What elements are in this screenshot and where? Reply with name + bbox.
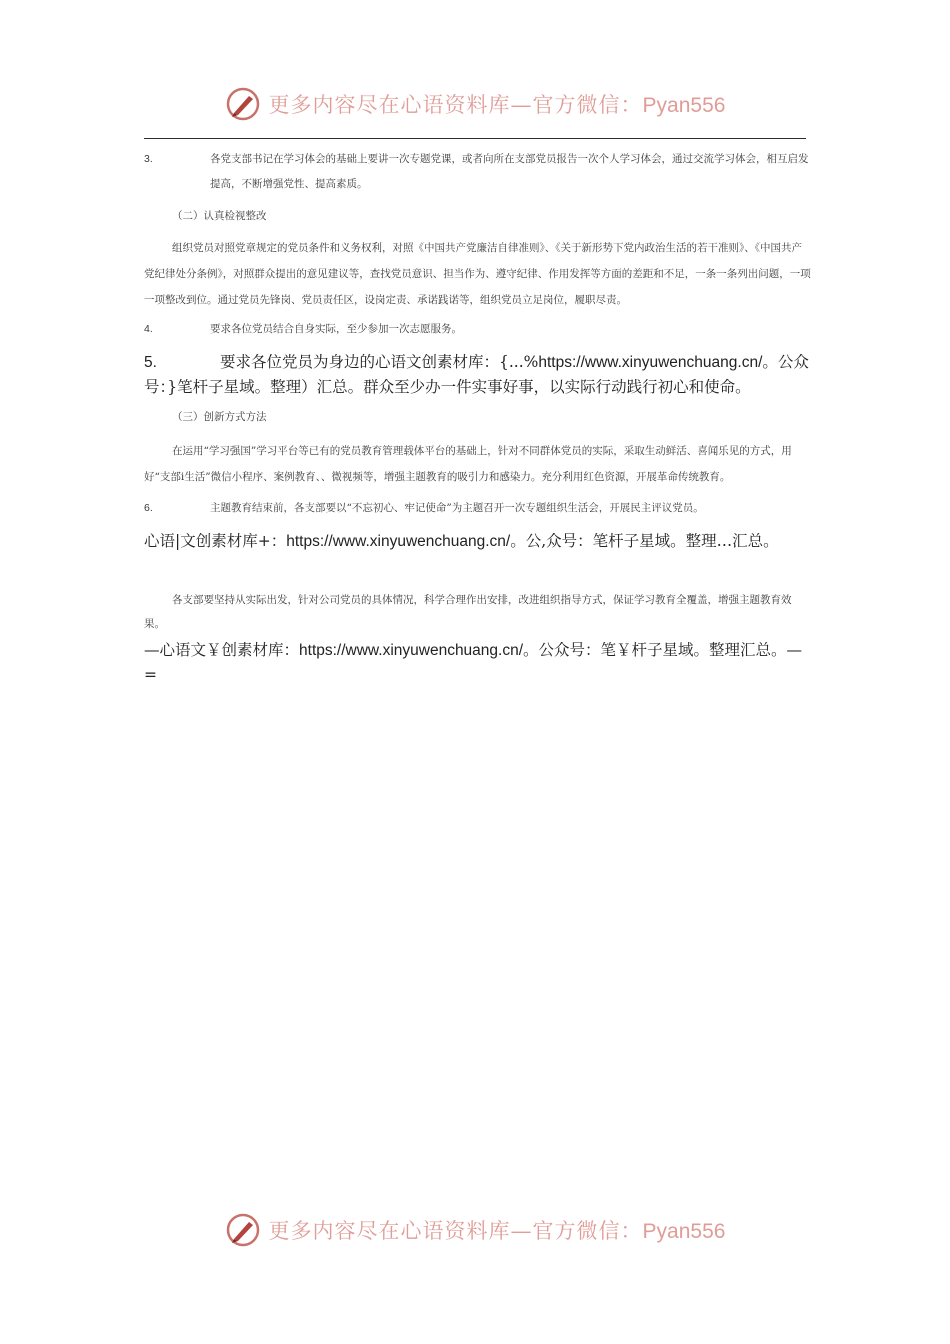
banner-text: 更多内容尽在心语资料库—官方微信：Pyan556 (268, 93, 726, 117)
item-text: 各党支部书记在学习体会的基础上要讲一次专题党课，或者向所在支部党员报告一次个人学习体会，通过交流学习体会，相互启发提高，不断增强党性、提高素质。 (210, 153, 809, 190)
pen-logo-icon (225, 86, 261, 122)
list-item-6 (144, 496, 812, 521)
item-number: 4. (144, 323, 153, 335)
list-item-4 (144, 317, 812, 342)
watermark-link[interactable]: https://www.xinyuwenchuang.cn/ (286, 533, 511, 550)
item-text: 要求各位党员结合自身实际，至少参加一次志愿服务。 (210, 323, 462, 335)
watermark-link[interactable]: https://www.xinyuwenchuang.cn/ (538, 354, 763, 371)
banner-wechat-id: Pyan556 (642, 94, 726, 117)
document-body (144, 147, 812, 688)
watermark-link[interactable]: https://www.xinyuwenchuang.cn/ (299, 642, 524, 659)
banner-text: 更多内容尽在心语资料库—官方微信：Pyan556 (268, 1219, 726, 1243)
item-text: 主题教育结束前，各支部要以“不忘初心、牢记使命”为主题召开一次专题组织生活会，开展民主评议党员。 (210, 502, 704, 514)
header-divider (144, 138, 806, 139)
paragraph-innovation: 在运用“学习强国”学习平台等已有的党员教育管理载体平台的基础上，针对不同群体党员的实际，采取生动鲜活、喜闻乐见的方式，用好“支部i生活”微信小程序、案例教育、、微视频等，增强主题教育的吸引力和感染力。充分利用红色资源，开展革命传统教育。 (144, 445, 792, 483)
section-heading-2: （二）认真检视整改 (172, 210, 267, 222)
item-number: 6. (144, 502, 153, 514)
footer-banner (0, 1208, 950, 1252)
watermark-line-1: 心语|文创素材库+：https://www.xinyuwenchuang.cn/。公,众号：笔杆子星域。整理…汇总。 (144, 532, 779, 550)
list-item-5 (144, 350, 812, 400)
header-banner (0, 82, 950, 126)
banner-wechat-id: Pyan556 (642, 1220, 726, 1243)
paragraph-implementation: 各支部要坚持从实际出发，针对公司党员的具体情况，科学合理作出安排，改进组织指导方式，保证学习教育全覆盖，增强主题教育效果。 (144, 594, 792, 630)
item-number: 5. (144, 354, 157, 371)
pen-logo-icon (225, 1212, 261, 1248)
paragraph-rectification: 组织党员对照党章规定的党员条件和义务权利，对照《中国共产党廉洁自律准则》、《关于新形势下党内政治生活的若干准则》、《中国共产党纪律处分条例》，对照群众提出的意见建议等，查找党员意识、担当作为、遵守纪律、作用发挥等方面的差距和不足，一条一条列出问题，一项一项整改到位。通过党员先锋岗、党员责任区，设岗定责、承诺践诺等，组织党员立足岗位，履职尽责。 (144, 242, 811, 306)
item-text-cont: 。公众号：}笔杆子星域。整理）汇总。群众至少办一件实事好事，以实际行动践行初心和使命。 (144, 353, 809, 396)
watermark-line-2: —心语文￥创素材库：https://www.xinyuwenchuang.cn/。公众号：笔￥杆子星域。整理汇总。—= (144, 641, 803, 684)
item-text: 要求各位党员为身边的心语文创素材库：{...% (220, 353, 539, 371)
section-heading-3: （三）创新方式方法 (172, 411, 267, 423)
list-item-3 (144, 147, 812, 197)
item-number: 3. (144, 153, 153, 165)
